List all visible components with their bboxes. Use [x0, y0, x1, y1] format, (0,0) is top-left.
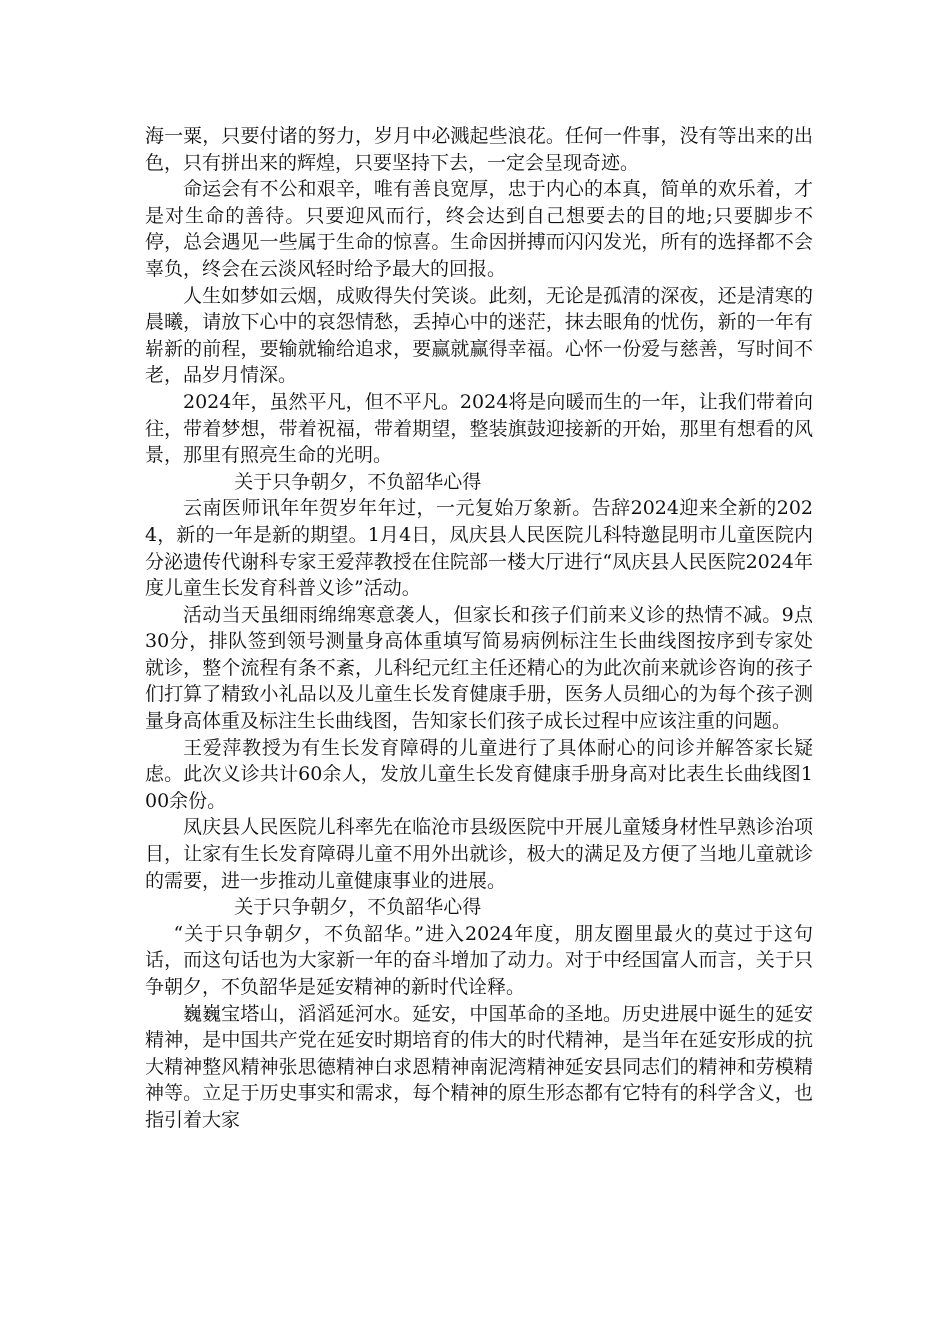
document-page: [145, 123, 813, 1134]
section-title: 关于只争朝夕，不负韶华心得: [234, 470, 482, 493]
paragraph-2024: 2024年，虽然平凡，但不平凡。2024将是向暖而生的一年，让我们带着向往，带着梦想，带着祝福，带着期望，整装旗鼓迎接新的开始，那里有想看的风景，那里有照亮生命的光明。: [145, 390, 813, 467]
paragraph-quote: “关于只争朝夕，不负韶华。”进入2024年度，朋友圈里最火的莫过于这句话，而这句话也为大家新一年的奋斗增加了动力。对于中经国富人而言，关于只争朝夕，不负韶华是延安精神的新时代诠释。: [145, 922, 813, 998]
paragraph-activity-day: 活动当天虽细雨绵绵寒意袭人，但家长和孩子们前来义诊的热情不减。9点30分，排队签到领号测量身高体重填写简易病例标注生长曲线图按序到专家处就诊，整个流程有条不紊，儿科纪元红主任还精心的为此次前来就诊咨询的孩子们打算了精致小礼品以及儿童生长发育健康手册，医务人员细心的为每个孩子测量身高体重及标注生长曲线图，告知家长们孩子成长过程中应该注重的问题。: [145, 603, 813, 733]
section-title: 关于只争朝夕，不负韶华心得: [234, 896, 482, 919]
paragraph-life-dream: 人生如梦如云烟，成败得失付笑谈。此刻，无论是孤清的深夜，还是清寒的晨曦，请放下心中的哀怨情愁，丢掉心中的迷茫，抹去眼角的忧伤，新的一年有崭新的前程，要输就输给追求，要赢就赢得幸福。心怀一份爱与慈善，写时间不老，品岁月情深。: [145, 284, 813, 387]
paragraph-professor: 王爱萍教授为有生长发育障碍的儿童进行了具体耐心的问诊并解答家长疑虑。此次义诊共计60余人，发放儿童生长发育健康手册身高对比表生长曲线图100余份。: [145, 736, 813, 812]
paragraph-news-intro: 云南医师讯年年贺岁年年过，一元复始万象新。告辞2024迎来全新的2024，新的一年是新的期望。1月4日，凤庆县人民医院儿科特邀昆明市儿童医院内分泌遗传代谢科专家王爱萍教授在住院部一楼大厅进行“凤庆县人民医院2024年度儿童生长发育科普义诊”活动。: [145, 497, 813, 600]
paragraph-pediatrics: 凤庆县人民医院儿科率先在临沧市县级医院中开展儿童矮身材性早熟诊治项目，让家有生长发育障碍儿童不用外出就诊，极大的满足及方便了当地儿童就诊的需要，进一步推动儿童健康事业的进展。: [145, 816, 813, 892]
paragraph-fate: 命运会有不公和艰辛，唯有善良宽厚，忠于内心的本真，简单的欢乐着，才是对生命的善待。只要迎风而行，终会达到自己想要去的目的地;只要脚步不停，总会遇见一些属于生命的惊喜。生命因拼搏而闪闪发光，所有的选择都不会辜负，终会在云淡风轻时给予最大的回报。: [145, 178, 813, 280]
paragraph-continuation: 海一粟，只要付诸的努力，岁月中必溅起些浪花。任何一件事，没有等出来的出色，只有拼出来的辉煌，只要坚持下去，一定会呈现奇迹。: [145, 125, 813, 174]
paragraph-yanan: 巍巍宝塔山，滔滔延河水。延安，中国革命的圣地。历史进展中诞生的延安精神，是中国共产党在延安时期培育的伟大的时代精神，是当年在延安形成的抗大精神整风精神张思德精神白求恩精神南泥湾精神延安县同志们的精神和劳模精神等。立足于历史事实和需求，每个精神的原生形态都有它特有的科学含义，也指引着大家: [145, 1002, 813, 1131]
